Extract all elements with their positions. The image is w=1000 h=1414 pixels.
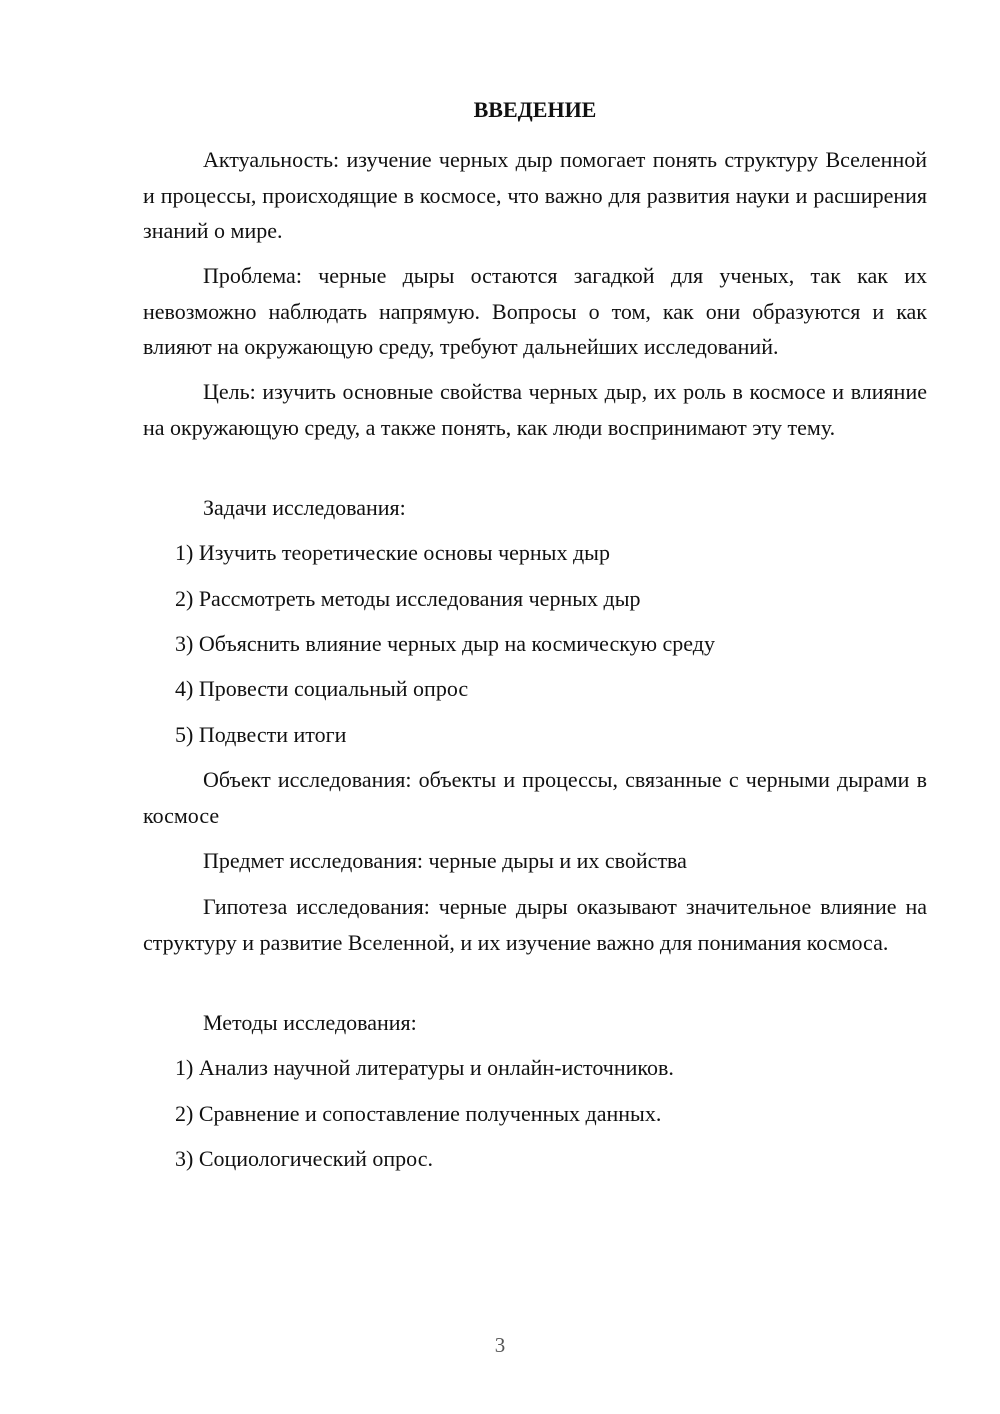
problem-paragraph: Проблема: черные дыры остаются загадкой для ученых, так как их невозможно наблюдать напрямую. Вопросы о том, как они образуются и как влияют на окружающую среду, требуют дальнейших исследований. — [143, 263, 927, 359]
hypothesis-paragraph: Гипотеза исследования: черные дыры оказывают значительное влияние на структуру и развитие Вселенной, и их изучение важно для понимания космоса. — [143, 894, 927, 955]
page-number: 3 — [494, 1333, 506, 1357]
task-item: 5) Подвести итоги — [175, 722, 347, 747]
method-item: 1) Анализ научной литературы и онлайн-источников. — [175, 1055, 674, 1080]
method-item: 2) Сравнение и сопоставление полученных данных. — [175, 1101, 662, 1126]
methods-label: Методы исследования: — [203, 1010, 417, 1035]
object-paragraph: Объект исследования: объекты и процессы, связанные с черными дырами в космосе — [143, 767, 927, 828]
goal-paragraph: Цель: изучить основные свойства черных дыр, их роль в космосе и влияние на окружающую среду, а также понять, как люди воспринимают эту тему. — [143, 379, 927, 440]
tasks-label: Задачи исследования: — [203, 495, 406, 520]
task-item: 3) Объяснить влияние черных дыр на космическую среду — [175, 631, 715, 656]
task-item: 2) Рассмотреть методы исследования черных дыр — [175, 586, 641, 611]
task-item: 1) Изучить теоретические основы черных дыр — [175, 540, 610, 565]
method-item: 3) Социологический опрос. — [175, 1146, 433, 1171]
section-heading: ВВЕДЕНИЕ — [473, 97, 597, 122]
relevance-paragraph: Актуальность: изучение черных дыр помогает понять структуру Вселенной и процессы, происходящие в космосе, что важно для развития науки и расширения знаний о мире. — [143, 147, 927, 243]
task-item: 4) Провести социальный опрос — [175, 676, 469, 701]
subject-paragraph: Предмет исследования: черные дыры и их свойства — [203, 848, 687, 873]
